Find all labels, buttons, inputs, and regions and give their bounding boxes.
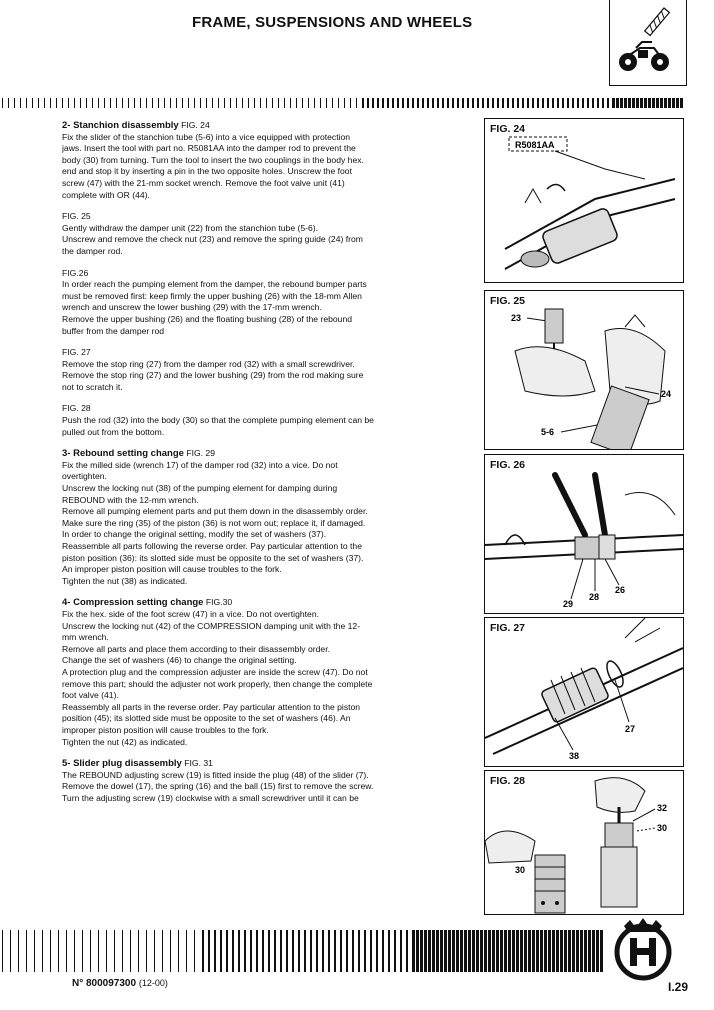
text-line: overtighten. bbox=[62, 471, 107, 482]
text-line: body (30) from turning. Turn the tool to insert the two couplings in the body hex. bbox=[62, 154, 364, 165]
text-line: buffer from the damper rod bbox=[62, 325, 165, 336]
text-line: jaws. Insert the tool with part no. R5081AA into the damper rod to prevent the bbox=[62, 143, 356, 154]
text-line: Remove the dowel (17), the spring (16) and the ball (15) first to remove the screw. bbox=[62, 781, 374, 792]
callout-24: 24 bbox=[661, 389, 672, 399]
instruction-section bbox=[62, 403, 440, 438]
page-number: I.29 bbox=[668, 980, 689, 994]
callout-5-6: 5-6 bbox=[541, 427, 555, 437]
motorcycle-wheel-icon bbox=[610, 0, 686, 84]
text-line: Remove all parts and place them according to their disassembly order. bbox=[62, 643, 330, 654]
text-line: remove this part; should the adjuster not work properly, then change the complete bbox=[62, 678, 373, 689]
figure-27 bbox=[484, 617, 684, 767]
text-line: A protection plug and the compression adjuster are inside the screw (47). Do not bbox=[62, 666, 368, 677]
header-tick-ruler bbox=[0, 97, 686, 109]
callout-29: 29 bbox=[563, 599, 574, 609]
callout-23: 23 bbox=[511, 313, 522, 323]
figure-reference: FIG. 31 bbox=[184, 758, 213, 769]
text-line: must be removed first: keep firmly the upper bushing (26) with the 18-mm Allen bbox=[62, 290, 362, 301]
text-line: Turn the adjusting screw (19) clockwise with a small screwdriver until it can be bbox=[62, 792, 359, 803]
instruction-text-column bbox=[62, 120, 440, 814]
figure-label: FIG. 25 bbox=[490, 295, 526, 307]
text-line: Push the rod (32) into the body (30) so that the complete pumping element can be bbox=[62, 415, 374, 426]
figure-reference: FIG. 28 bbox=[62, 403, 91, 414]
text-line: REBOUND with the 12-mm wrench. bbox=[62, 494, 199, 505]
text-line: Fix the milled side (wrench 17) of the damper rod (32) into a vice. Do not bbox=[62, 459, 338, 470]
figure-26 bbox=[484, 454, 684, 614]
section-heading: 5- Slider plug disassembly bbox=[62, 758, 182, 770]
instruction-section bbox=[62, 120, 440, 201]
text-line: Gently withdraw the damper unit (22) from the stanchion tube (5-6). bbox=[62, 222, 319, 233]
text-line: Tighten the nut (38) as indicated. bbox=[62, 575, 188, 586]
text-line: In order reach the pumping element from the damper, the rebound bumper parts bbox=[62, 279, 367, 290]
figure-28 bbox=[484, 770, 684, 915]
callout-28: 28 bbox=[589, 592, 600, 602]
text-line: Remove the stop ring (27) and the lower bushing (29) from the rod making sure bbox=[62, 370, 364, 381]
instruction-section bbox=[62, 211, 440, 257]
section-heading: 4- Compression setting change bbox=[62, 597, 204, 609]
text-line: improper piston position will cause troubles to the fork. bbox=[62, 724, 269, 735]
text-line: Reassemble all parts following the reverse order. Pay particular attention to the bbox=[62, 541, 362, 551]
text-line: In order to change the original setting, modify the set of washers (37). bbox=[62, 529, 327, 540]
text-line: end and stop it by inserting a pin in the two opposite holes. Unscrew the foot bbox=[62, 166, 352, 177]
section-heading: 2- Stanchion disassembly bbox=[62, 120, 179, 131]
text-line: screw (47) with the 21-mm socket wrench. Remove the foot valve unit (41) bbox=[62, 177, 345, 188]
callout-32: 32 bbox=[657, 803, 668, 813]
text-line: Make sure the ring (35) of the piston (36) is not worn out; replace it, if damaged. bbox=[62, 517, 366, 528]
text-line: not to scratch it. bbox=[62, 381, 123, 392]
text-line: Change the set of washers (46) to change the original setting. bbox=[62, 655, 297, 666]
text-line: pulled out from the bottom. bbox=[62, 426, 165, 437]
callout-30-left: 30 bbox=[515, 865, 526, 875]
text-line: Remove all pumping element parts and put them down in the disassembly order. bbox=[62, 506, 368, 517]
section-heading: 3- Rebound setting change bbox=[62, 448, 184, 460]
instruction-section bbox=[62, 758, 440, 804]
text-line: foot valve (41). bbox=[62, 690, 119, 701]
text-line: complete with OR (44). bbox=[62, 189, 150, 200]
text-line: Tighten the nut (42) as indicated. bbox=[62, 736, 188, 747]
figure-24 bbox=[484, 118, 684, 283]
text-line: Unscrew and remove the check nut (23) and remove the spring guide (24) from bbox=[62, 234, 363, 245]
text-line: Fix the hex. side of the foot screw (47) in a vice. Do not overtighten. bbox=[62, 608, 319, 619]
figure-reference: FIG. 24 bbox=[181, 120, 210, 130]
callout-r5081aa: R5081AA bbox=[515, 140, 555, 150]
text-line: Unscrew the locking nut (38) of the pumping element for damping during bbox=[62, 483, 338, 494]
text-line: piston position (36): its slotted side must be opposite to the set of washers (37). bbox=[62, 552, 364, 563]
text-line: wrench and unscrew the lower bushing (29) with the 17-mm wrench. bbox=[62, 302, 322, 313]
text-line: Fix the slider of the stanchion tube (5-6) into a vice equipped with protection bbox=[62, 131, 351, 142]
instruction-section bbox=[62, 268, 440, 338]
instruction-section bbox=[62, 448, 440, 587]
figure-label: FIG. 27 bbox=[490, 622, 526, 634]
instruction-section bbox=[62, 347, 440, 393]
husqvarna-crown-logo bbox=[606, 918, 680, 982]
text-line: Remove the upper bushing (26) and the floating bushing (28) of the rebound bbox=[62, 313, 352, 324]
figure-reference: FIG. 29 bbox=[186, 448, 215, 459]
figure-label: FIG. 24 bbox=[490, 123, 526, 135]
figure-reference: FIG.26 bbox=[62, 267, 89, 278]
figure-reference: FIG.30 bbox=[205, 597, 233, 608]
figure-reference: FIG. 25 bbox=[62, 211, 91, 222]
callout-30-right: 30 bbox=[657, 823, 668, 833]
text-line: Remove the stop ring (27) from the damper rod (32) with a small screwdriver. bbox=[62, 358, 355, 369]
page-title: FRAME, SUSPENSIONS AND WHEELS bbox=[192, 14, 473, 31]
callout-38: 38 bbox=[569, 751, 580, 761]
figure-label: FIG. 28 bbox=[490, 775, 526, 787]
document-number: N° 800097300 (12-00) bbox=[72, 978, 168, 989]
figure-reference: FIG. 27 bbox=[62, 347, 91, 358]
text-line: An improper piston position will cause troubles to the fork. bbox=[62, 564, 282, 575]
text-line: Unscrew the locking nut (42) of the COMPRESSION damping unit with the 12- bbox=[62, 620, 361, 631]
text-line: position (45); its slotted side must be opposite to the set of washers (46). An bbox=[62, 713, 351, 724]
text-line: mm wrench. bbox=[62, 632, 109, 643]
text-line: Reassembly all parts in the reverse order. Pay particular attention to the piston bbox=[62, 701, 361, 712]
callout-27: 27 bbox=[625, 724, 636, 734]
callout-26: 26 bbox=[615, 585, 626, 595]
section-icon-box bbox=[609, 0, 687, 86]
text-line: The REBOUND adjusting screw (19) is fitted inside the plug (48) of the slider (7). bbox=[62, 769, 369, 780]
figure-25 bbox=[484, 290, 684, 450]
instruction-section bbox=[62, 597, 440, 748]
figure-label: FIG. 26 bbox=[490, 459, 526, 471]
text-line: the damper rod. bbox=[62, 245, 123, 256]
